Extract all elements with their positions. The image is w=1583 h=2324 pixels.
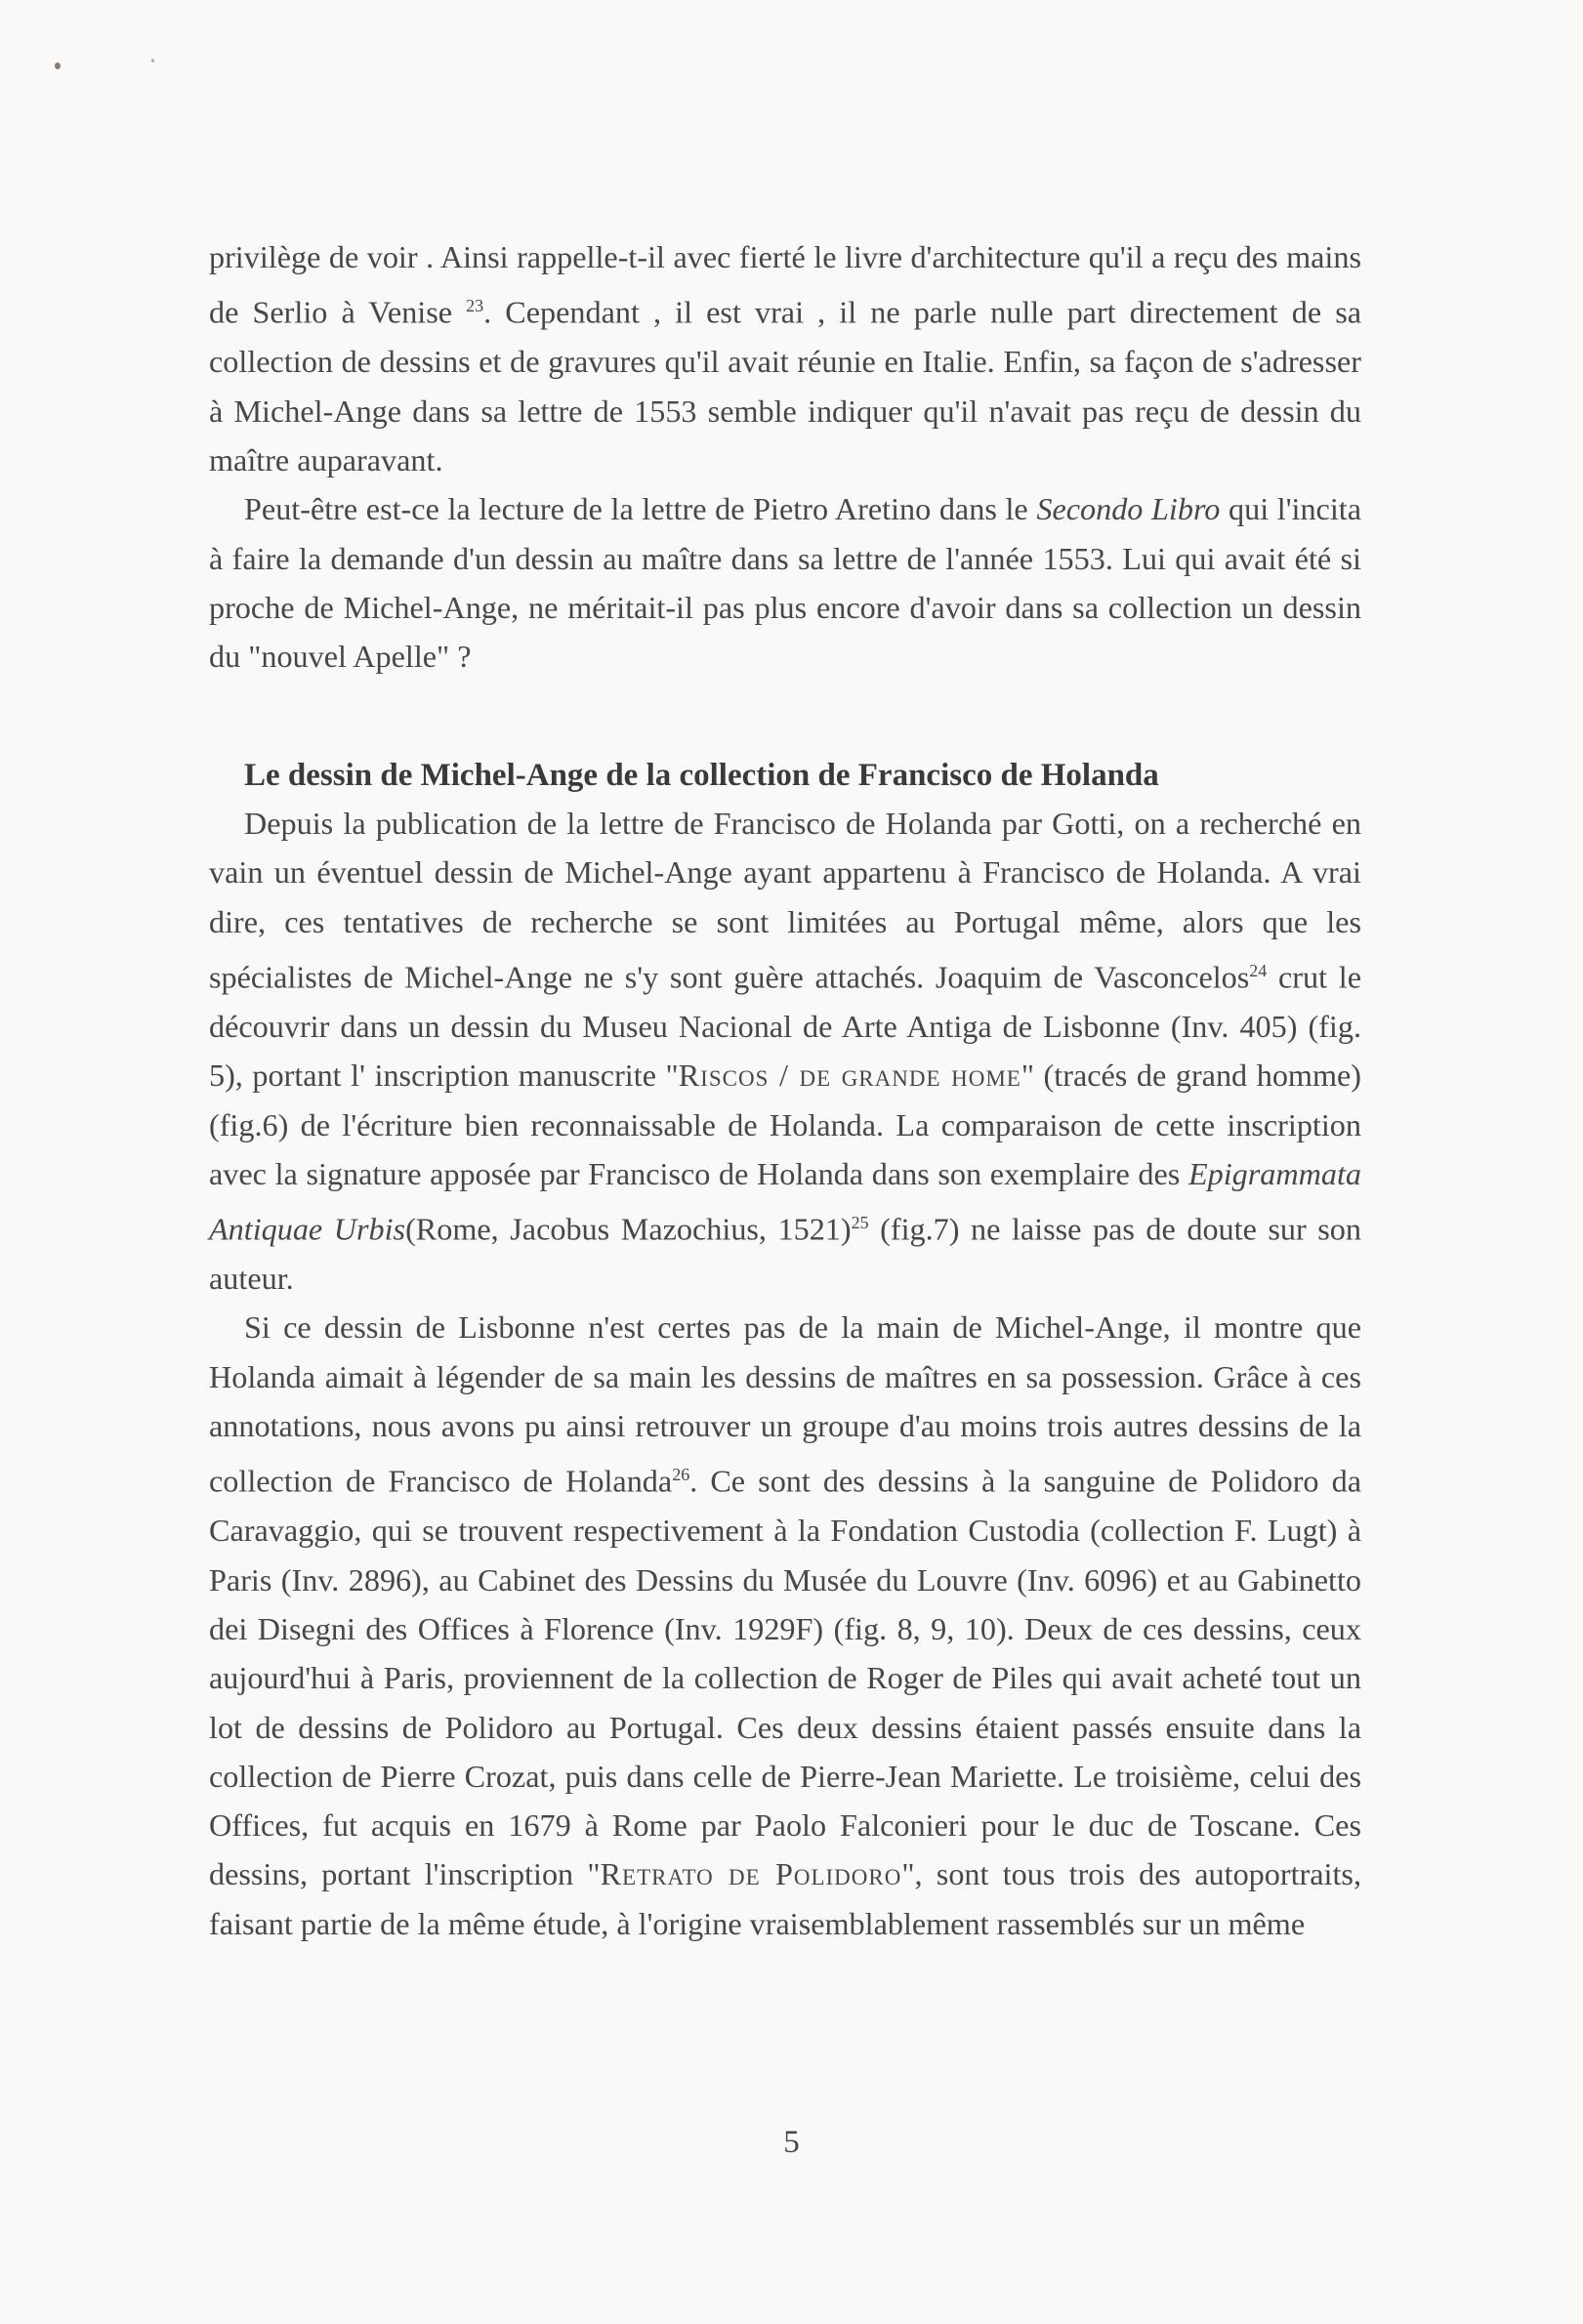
footnote-ref[interactable]: 24 [1249, 960, 1268, 980]
inscription: Retrato de Polidoro [600, 1856, 902, 1892]
paragraph: privilège de voir . Ainsi rappelle-t-il avec fierté le livre d'architecture qu'il a reçu des mains de Serlio à Venise $^{23}$. Cependant , il est vrai , il ne parle nulle part directement de sa collection de dessins et de gravures qu'il avait réunie en Italie. Enfin, sa façon de s'adresser à Michel-Ange dans sa lettre de 1553 semble indiquer qu'il n'avait pas reçu de dessin du maître auparavant. [209, 239, 1362, 477]
footnote-ref[interactable]: 25 [851, 1213, 869, 1233]
book-title: Secondo Libro [1036, 491, 1221, 527]
body-text-bottom [209, 799, 1361, 1948]
paragraph: Peut-être est-ce la lecture de la lettre de Pietro Aretino dans le Secondo Libro qui l'incita à faire la demande d'un dessin au maître dans sa lettre de l'année 1553. Lui qui avait été si proche de Michel-Ange, ne méritait-il pas plus encore d'avoir dans sa collection un dessin du "nouvel Apelle" ? [209, 491, 1362, 675]
paragraph: Depuis la publication de la lettre de Francisco de Holanda par Gotti, on a recherché en vain un éventuel dessin de Michel-Ange ayant appartenu à Francisco de Holanda. A vrai dire, ces tentatives de recherche se sont limitées au Portugal même, alors que les spécialistes de Michel-Ange ne s'y sont guère attachés. Joaquim de Vasconcelos$^{24}$ crut le découvrir dans un dessin du Museu Nacional de Arte Antiga de Lisbonne (Inv. 405) (fig. 5), portant l' inscription manuscrite "Riscos / de grande home" (tracés de grand homme) (fig.6) de l'écriture bien reconnaissable de Holanda. La comparaison de cette inscription avec la signature apposée par Francisco de Holanda dans son exemplaire des Epigrammata Antiquae Urbis(Rome, Jacobus Mazochius, 1521)$^{25}$ (fig.7) ne laisse pas de doute sur son auteur. [209, 806, 1361, 1297]
footnote-ref[interactable]: 23 [466, 296, 484, 316]
footnote-ref[interactable]: 26 [672, 1465, 690, 1485]
scan-speck [55, 62, 61, 69]
page-number: 5 [783, 2125, 800, 2160]
body-text-top [209, 232, 1361, 681]
book-title: Epigrammata Antiquae Urbis [209, 1155, 1361, 1247]
scan-speck [151, 59, 154, 62]
paragraph: Si ce dessin de Lisbonne n'est certes pas de la main de Michel-Ange, il montre que Holanda aimait à légender de sa main les dessins de maîtres en sa possession. Grâce à ces annotations, nous avons pu ainsi retrouver un groupe d'au moins trois autres dessins de la collection de Francisco de Holanda$^{26}$. Ce sont des dessins à la sanguine de Polidoro da Caravaggio, qui se trouvent respectivement à la Fondation Custodia (collection F. Lugt) à Paris (Inv. 2896), au Cabinet des Dessins du Musée du Louvre (Inv. 6096) et au Gabinetto dei Disegni des Offices à Florence (Inv. 1929F) (fig. 8, 9, 10). Deux de ces dessins, ceux aujourd'hui à Paris, proviennent de la collection de Roger de Piles qui avait acheté tout un lot de dessins de Polidoro au Portugal. Ces deux dessins étaient passés ensuite dans la collection de Pierre Crozat, puis dans celle de Pierre-Jean Mariette. Le troisième, celui des Offices, fut acquis en 1679 à Rome par Paolo Falconieri pour le duc de Toscane. Ces dessins, portant l'inscription "Retrato de Polidoro", sont tous trois des autoportraits, faisant partie de la même étude, à l'origine vraisemblablement rassemblés sur un même [209, 1309, 1361, 1941]
inscription: Riscos / de grande home [678, 1058, 1021, 1094]
section-heading: Le dessin de Michel-Ange de la collection de Francisco de Holanda [244, 758, 1159, 793]
